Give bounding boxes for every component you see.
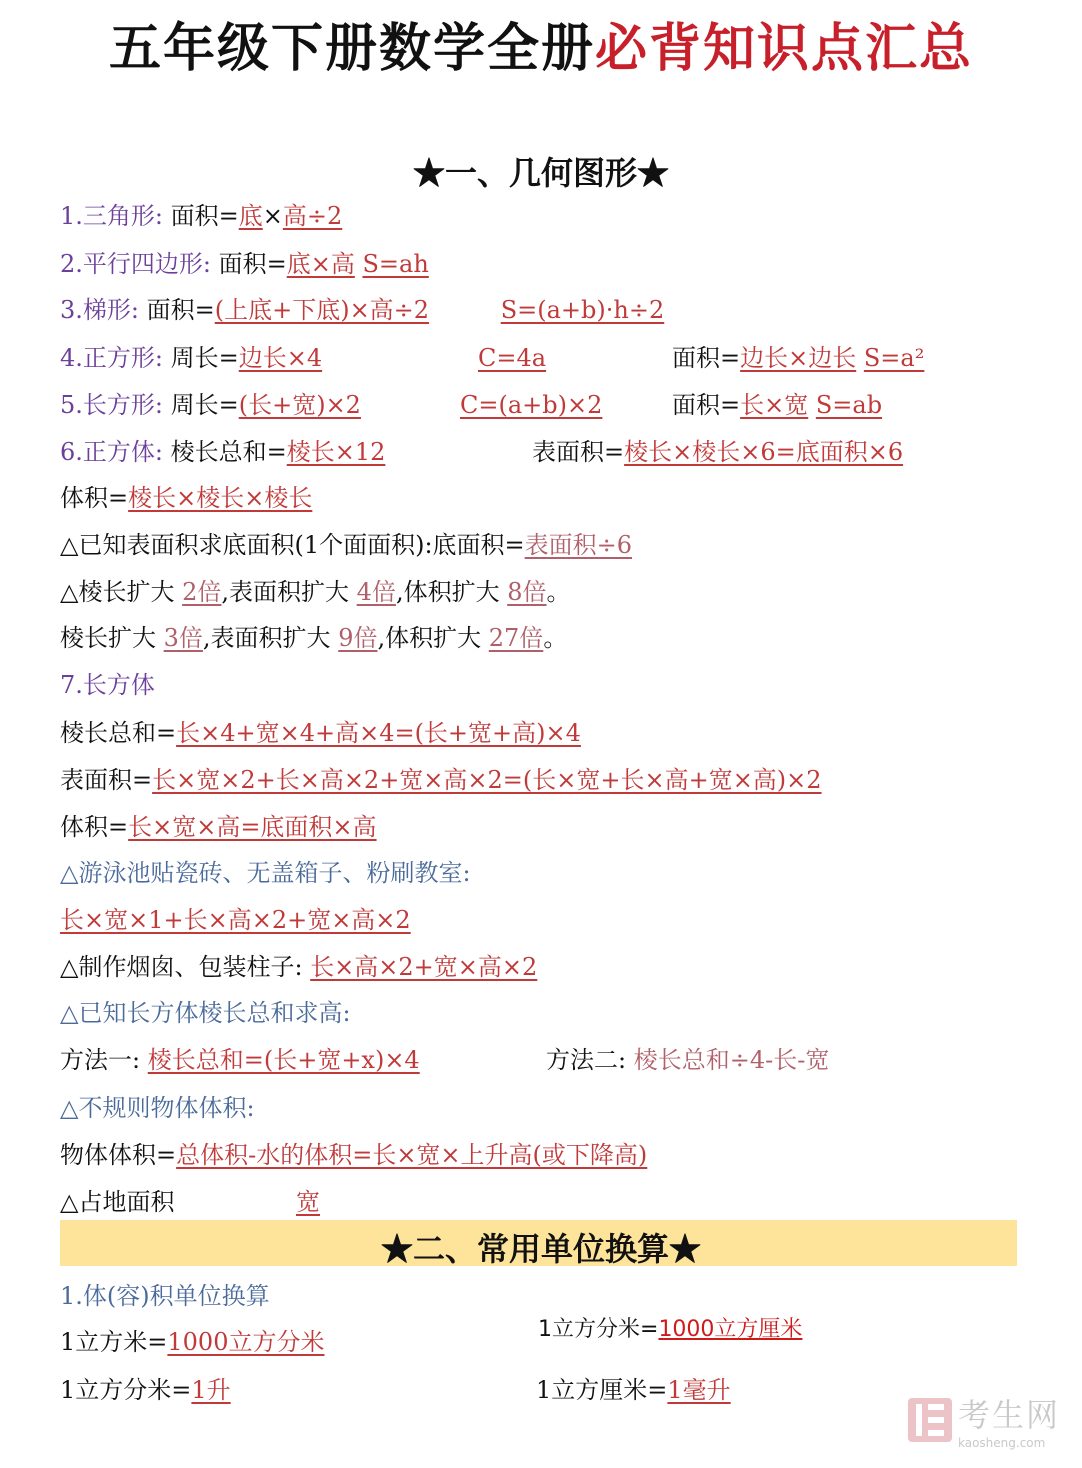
line-trapezoid: 3.梯形: 面积=(上底+下底)×高÷2 S=(a+b)·h÷2 xyxy=(60,296,665,324)
title-black: 五年级下册数学全册 xyxy=(108,18,595,79)
line-units-1: 1立方米=1000立方分米 1立方分米=1000立方厘米 xyxy=(60,1317,803,1356)
title-red: 必背知识点汇总 xyxy=(595,18,974,79)
line-pool-heading: △游泳池贴瓷砖、无盖箱子、粉刷教室: xyxy=(60,859,471,887)
line-cube-volume: 体积=棱长×棱长×棱长 xyxy=(60,484,313,512)
line-rectangle: 5.长方形: 周长=(长+宽)×2 C=(a+b)×2 面积=长×宽 S=ab xyxy=(60,391,883,419)
line-height-methods: 方法一: 棱长总和=(长+宽+x)×4 方法二: 棱长总和÷4-长-宽 xyxy=(60,1046,830,1074)
line-square: 4.正方形: 周长=边长×4 C=4a 面积=边长×边长 S=a² xyxy=(60,344,925,372)
line-scale-3: 棱长扩大 3倍,表面积扩大 9倍,体积扩大 27倍。 xyxy=(60,624,568,652)
line-base-area: △已知表面积求底面积(1个面面积):底面积=表面积÷6 xyxy=(60,531,633,559)
line-cuboid-volume: 体积=长×宽×高=底面积×高 xyxy=(60,813,377,841)
line-height-heading: △已知长方体棱长总和求高: xyxy=(60,999,351,1027)
line-triangle: 1.三角形: 面积=底×高÷2 xyxy=(60,202,343,230)
page-title xyxy=(0,6,1082,81)
section-heading-geometry: ★一、几何图形★ xyxy=(412,154,669,192)
line-units-2: 1立方分米=1升 1立方厘米=1毫升 xyxy=(60,1376,731,1404)
section-heading-units: ★二、常用单位换算★ xyxy=(380,1230,701,1268)
line-volume-units-heading: 1.体(容)积单位换算 xyxy=(60,1282,270,1310)
line-cuboid-heading: 7.长方体 xyxy=(60,671,155,699)
line-irregular-formula: 物体体积=总体积-水的体积=长×宽×上升高(或下降高) xyxy=(60,1141,648,1169)
line-scale-2: △棱长扩大 2倍,表面积扩大 4倍,体积扩大 8倍。 xyxy=(60,578,571,606)
logo-icon xyxy=(908,1398,952,1442)
watermark-logo: 考生网 kaosheng.com xyxy=(908,1390,1060,1450)
line-chimney: △制作烟囱、包装柱子: 长×高×2+宽×高×2 xyxy=(60,953,538,981)
line-pool-formula: 长×宽×1+长×高×2+宽×高×2 xyxy=(60,906,411,934)
line-cuboid-surface: 表面积=长×宽×2+长×高×2+宽×高×2=(长×宽+长×高+宽×高)×2 xyxy=(60,766,822,794)
line-land-area: △占地面积 宽 xyxy=(60,1188,320,1216)
line-parallelogram: 2.平行四边形: 面积=底×高 S=ah xyxy=(60,250,429,278)
line-irregular-heading: △不规则物体体积: xyxy=(60,1094,255,1122)
line-cuboid-edges: 棱长总和=长×4+宽×4+高×4=(长+宽+高)×4 xyxy=(60,719,581,747)
line-cube: 6.正方体: 棱长总和=棱长×12 表面积=棱长×棱长×6=底面积×6 xyxy=(60,438,904,466)
